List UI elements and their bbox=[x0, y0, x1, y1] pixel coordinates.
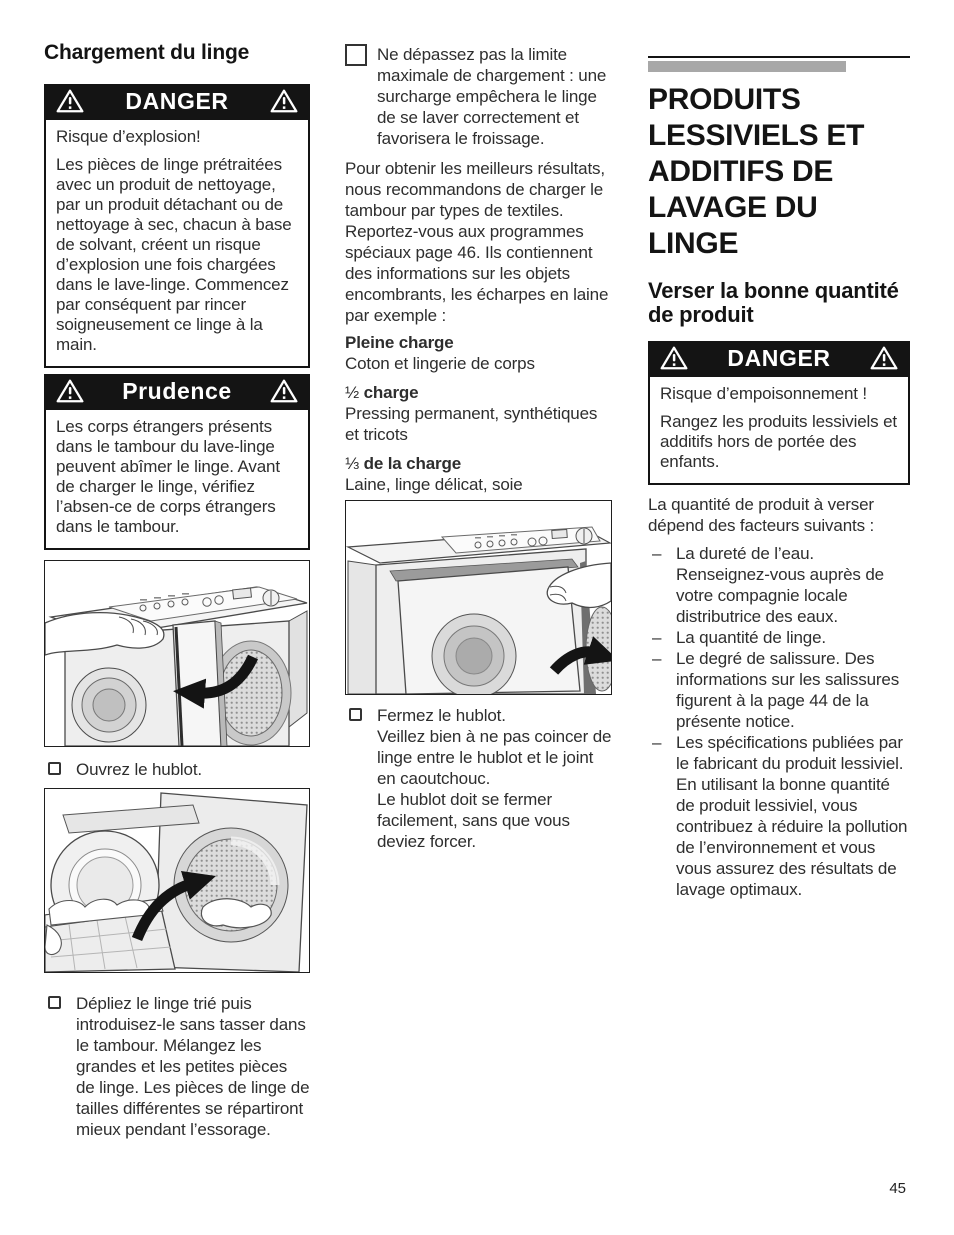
danger-risk-text: Risque d’explosion! bbox=[56, 127, 201, 146]
warning-triangle-icon bbox=[56, 379, 84, 403]
middle-column bbox=[345, 0, 612, 852]
load-desc: Pressing permanent, synthétiques et tricots bbox=[345, 404, 598, 444]
dash-bullet: – bbox=[652, 733, 662, 752]
load-fraction: ⅓ bbox=[345, 454, 364, 473]
section-title-chargement: Chargement du linge bbox=[44, 41, 250, 64]
danger-body bbox=[648, 375, 910, 485]
warning-triangle-icon bbox=[270, 379, 298, 403]
danger-body bbox=[44, 118, 310, 368]
danger-body-text: Les pièces de linge prétraitées avec un produit de nettoyage, par un produit détachant ou de nettoyage à sec, chacun à base de solvant, créent un risque d’explosion une fois chargées dans le lave-linge. Commencez par conséquent par rincer soigneusement ce linge à la main. bbox=[56, 155, 292, 354]
load-name: de la charge bbox=[363, 454, 462, 473]
subsection-title-verser: Verser la bonne quantité de produit bbox=[648, 278, 899, 327]
sorting-paragraph: Pour obtenir les meilleurs résultats, nous recommandons de charger le tambour par types de textiles. Reportez-vous aux programmes spéciaux page 46. Ils contiennent des informations sur les objets encombrants, les écharpes en laine par exemple : bbox=[345, 159, 609, 325]
caution-label: Prudence bbox=[122, 377, 232, 404]
load-half bbox=[345, 382, 612, 445]
load-desc: Laine, linge délicat, soie bbox=[345, 475, 523, 494]
dash-bullet: – bbox=[652, 628, 662, 647]
danger-label: DANGER bbox=[125, 87, 229, 114]
factor-text: La quantité de linge. bbox=[676, 628, 826, 647]
left-column bbox=[44, 0, 310, 1140]
dash-bullet: – bbox=[652, 649, 662, 668]
warning-triangle-icon bbox=[56, 89, 84, 113]
danger-risk-text: Risque d’empoisonnement ! bbox=[660, 384, 867, 403]
factor-text: Le degré de salissure. Des informations sur les salissures figurent à la page 44 de la présente notice. bbox=[676, 649, 900, 731]
step-open-door-text: Ouvrez le hublot. bbox=[76, 760, 202, 779]
max-load-note bbox=[345, 44, 612, 149]
quantity-intro-text: La quantité de produit à verser dépend des facteurs suivants : bbox=[648, 495, 875, 535]
danger-header-bar bbox=[44, 84, 310, 118]
section-top-rule bbox=[648, 56, 910, 58]
washer-door-closing-illustration bbox=[346, 501, 611, 694]
note-square-icon bbox=[345, 44, 367, 66]
step-open-door bbox=[44, 759, 310, 780]
warning-triangle-icon bbox=[660, 346, 688, 370]
load-desc: Coton et lingerie de corps bbox=[345, 354, 535, 373]
step-close-line: Veillez bien à ne pas coincer de linge entre le hublot et le joint en caoutchouc. bbox=[377, 727, 612, 788]
max-load-note-text: Ne dépassez pas la limite maximale de chargement : une surcharge empêchera le linge de se laver correctement et favorisera le froissage. bbox=[377, 45, 607, 148]
danger-box-explosion bbox=[44, 84, 310, 368]
load-fraction: ½ bbox=[345, 383, 364, 402]
warning-triangle-icon bbox=[870, 346, 898, 370]
danger-header-bar bbox=[648, 341, 910, 375]
danger-label: DANGER bbox=[727, 344, 831, 371]
factor-text: Les spécifications publiées par le fabricant du produit lessiviel. En utilisant la bonne quantité de produit lessiviel, vous contribuez à réduire la pollution de l’environnement et vous vous assurez des résultats de lavage optimaux. bbox=[676, 733, 908, 899]
factors-list bbox=[648, 543, 910, 900]
load-name: Pleine charge bbox=[345, 333, 454, 352]
caution-box-foreign-objects bbox=[44, 374, 310, 550]
caution-header-bar bbox=[44, 374, 310, 408]
washer-door-closing-figure bbox=[345, 500, 612, 695]
load-full bbox=[345, 332, 612, 374]
warning-triangle-icon bbox=[270, 89, 298, 113]
factor-text: La dureté de l’eau. Renseignez-vous auprès de votre compagnie locale distributrice des eaux. bbox=[676, 544, 884, 626]
caution-body bbox=[44, 408, 310, 550]
danger-body-text: Rangez les produits lessiviels et additifs hors de portée des enfants. bbox=[660, 412, 897, 471]
factor-item bbox=[648, 543, 910, 627]
checkbox-bullet-icon bbox=[349, 708, 362, 721]
step-close-line: Le hublot doit se fermer facilement, sans que vous deviez forcer. bbox=[377, 790, 570, 851]
checkbox-bullet-icon bbox=[48, 996, 61, 1009]
loading-laundry-figure bbox=[44, 788, 310, 973]
factor-item bbox=[648, 627, 910, 648]
section-gray-bar bbox=[648, 61, 846, 72]
dash-bullet: – bbox=[652, 544, 662, 563]
washer-door-opening-figure bbox=[44, 560, 310, 747]
chapter-title-produits: PRODUITS LESSIVIELS ET ADDITIFS DE LAVAGE DU LINGE bbox=[648, 83, 865, 260]
load-third bbox=[345, 453, 612, 495]
step-load-laundry bbox=[44, 993, 310, 1140]
loading-laundry-into-drum-illustration bbox=[45, 789, 309, 972]
page-number: 45 bbox=[889, 1180, 906, 1197]
danger-box-poisoning bbox=[648, 341, 910, 485]
washer-door-opening-illustration bbox=[45, 561, 309, 746]
caution-body-text: Les corps étrangers présents dans le tambour du lave-linge peuvent abîmer le linge. Avant de charger le linge, vérifiez l’absen-ce de corps étrangers dans le tambour. bbox=[56, 417, 280, 536]
factor-item bbox=[648, 732, 910, 900]
load-name: charge bbox=[363, 383, 419, 402]
step-close-line: Fermez le hublot. bbox=[377, 706, 506, 725]
checkbox-bullet-icon bbox=[48, 762, 61, 775]
factor-item bbox=[648, 648, 910, 732]
step-close-door bbox=[345, 705, 612, 852]
right-column bbox=[648, 0, 910, 900]
step-load-laundry-text: Dépliez le linge trié puis introduisez-le sans tasser dans le tambour. Mélangez les grandes et les petites pièces de linge. Les pièces de linge de tailles différentes se répartiront mieux pendant l’essorage. bbox=[76, 994, 310, 1139]
step-close-door-text bbox=[377, 705, 612, 852]
